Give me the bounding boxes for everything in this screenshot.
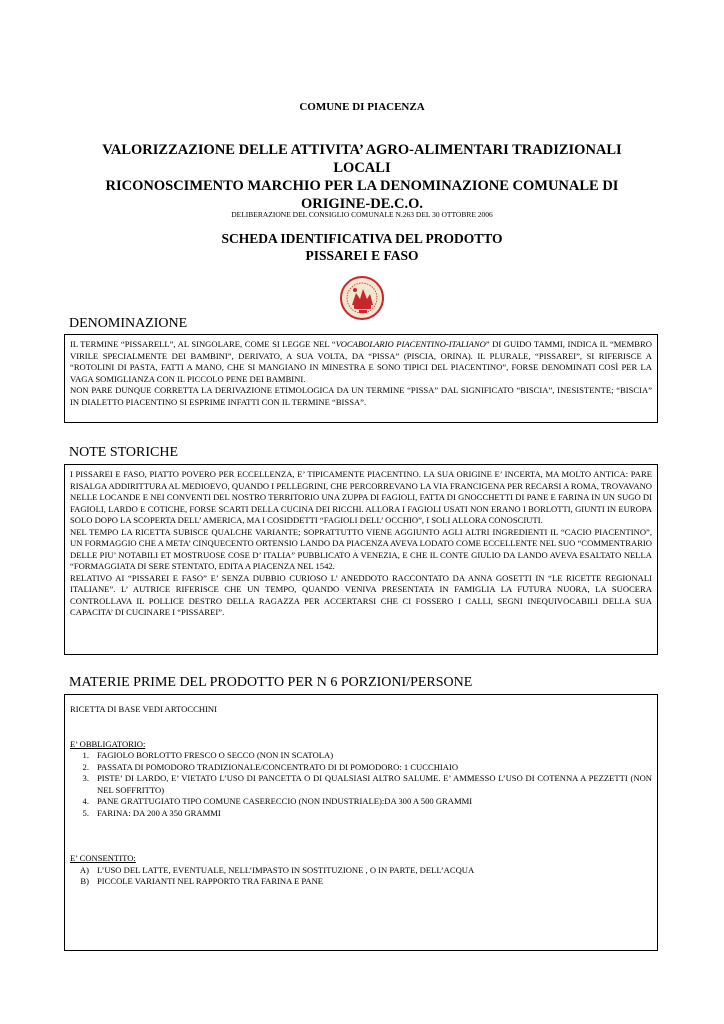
item-number: 4.: [82, 796, 89, 806]
item-text: FAGIOLO BORLOTTO FRESCO O SECCO (NON IN SCATOLA): [97, 750, 334, 760]
list-item: [70, 808, 652, 820]
note-paragraph: I PISSAREI E FASO, PIATTO POVERO PER ECCELLENZA, E’ TIPICAMENTE PIACENTINO. LA SUA ORIGINE E’ INCERTA, MA MOLTO ANTICA: PARE RISALGA ADDIRITTURA AL MEDIOEVO, QUANDO I PELLEGRINI, CHE PERCORREVANO LA VIA FRANCIGENA PER RECARSI A ROMA, TROVAVANO NELLE LOCANDE E NEI CONVENTI DEL NOSTRO TERRITORIO UNA ZUPPA DI FAGIOLI, FATTA DI GNOCCHETTI DI PANE E FARINA IN UN SUGO DI FAGIOLI, LARDO E COTICHE, FORSE SCARTI DELLA CUCINA DEI RICCHI. ALLORA I FAGIOLI USATI NON ERANO I BORLOTTI, GIUNTI IN EUROPA SOLO DOPO LA SCOPERTA DELL’ AMERICA, MA I COSIDDETTI “FAGIOLI DELL’ OCCHIO”, I SOLI ALLORA CONOSCIUTI.: [70, 469, 652, 525]
deliberation-reference: DELIBERAZIONE DEL CONSIGLIO COMUNALE N.263 DEL 30 OTTOBRE 2006: [231, 210, 493, 219]
consentito-list: [70, 865, 652, 888]
note-paragraph: NEL TEMPO LA RICETTA SUBISCE QUALCHE VARIANTE; SOPRATTUTTO VIENE AGGIUNTO AGLI ALTRI INGREDIENTI IL “CACIO PIACENTINO”, UN FORMAGGIO CHE A META’ CINQUECENTO ORTENSIO LANDO DA PIACENZA AVEVA LODATO COME ECCELLENTE NEL SUO “COMMENTRARIO DELLE PIU’ NOTABILI ET MOSTRUOSE COSE D’ ITALIA” PUBBLICATO A VENEZIA, E CHE IL CONTE GIULIO DA LANDO AVEVA ESALTATO NELLA “FORMAGGIATA DI SERE STENTATO, EDITA A PIACENZA NEL 1542.: [70, 526, 652, 571]
list-item: [70, 762, 652, 774]
denominazione-text: IL TERMINE “PISSARELL”, AL SINGOLARE, COME SI LEGGE NEL “: [70, 339, 336, 349]
title-line: LOCALI: [333, 160, 391, 176]
deco-logo-icon: [339, 275, 385, 321]
item-text: PISTE’ DI LARDO, E’ VIETATO L’USO DI PANCETTA O DI QUALSIASI ALTRO SALUME. E’ AMMESSO L’USO DI COTENNA A PEZZETTI (NON NEL SOFFRITTO): [97, 773, 652, 795]
note-paragraph: RELATIVO AI “PISSAREI E FASO” E’ SENZA DUBBIO CURIOSO L’ ANEDDOTO RACCONTATO DA ANNA GOSETTI IN “LE RICETTE REGIONALI ITALIANE”. L’ AUTRICE RIFERISCE CHE UN TEMPO, QUANDO VENIVA PRESENTATA IN FAMIGLIA LA FUTURA NUORA, LA SUOCERA CONTROLLAVA IL POLLICE DESTRO DELLA RAGAZZA PER ACCERTARSI CHE CI FOSSERO I CALLI, SEGNI INEQUIVOCABILI DELLA SUA CAPACITA’ DI CUCINARE I “PISSAREI”.: [70, 572, 652, 617]
list-item: [70, 773, 652, 796]
item-text: FARINA: DA 200 A 350 GRAMMI: [97, 807, 221, 818]
list-item: [70, 750, 652, 762]
note-storiche-heading: NOTE STORICHE: [69, 445, 179, 460]
item-number: 5.: [82, 807, 89, 818]
item-number: 2.: [82, 761, 89, 772]
item-number: 3.: [82, 773, 89, 783]
item-text: L’USO DEL LATTE, EVENTUALE, NELL’IMPASTO IN SOSTITUZIONE , O IN PARTE, DELL’ACQUA: [97, 864, 475, 875]
item-text: PASSATA DI POMODORO TRADIZIONALE/CONCENTRATO DI DI POMODORO: 1 CUCCHIAIO: [97, 761, 459, 772]
list-item: [70, 865, 652, 877]
consentito-label: E’ CONSENTITO:: [70, 853, 136, 863]
materie-prime-heading: MATERIE PRIME DEL PRODOTTO PER N 6 PORZIONI/PERSONE: [69, 675, 473, 690]
materie-prime-box: [64, 694, 658, 951]
obbligatorio-label: E’ OBBLIGATORIO:: [70, 738, 146, 749]
title-line: VALORIZZAZIONE DELLE ATTIVITA’ AGRO-ALIMENTARI TRADIZIONALI: [102, 142, 622, 158]
item-number: 1.: [82, 750, 89, 760]
item-letter: A): [79, 864, 89, 875]
denominazione-paragraph: NON PARE DUNQUE CORRETTA LA DERIVAZIONE ETIMOLOGICA DA UN TERMINE “PISSA” DAL SIGNIFICATO “BISCIA”, INESISTENTE; “BISCIA” IN DIALETTO PIACENTINO SI ESPRIME INFATTI CON IL TERMINE “BISSA”.: [70, 385, 652, 407]
obbligatorio-list: [70, 750, 652, 819]
title-line: RICONOSCIMENTO MARCHIO PER LA DENOMINAZIONE COMUNALE DI: [105, 178, 619, 194]
vocabulary-title: VOCABOLARIO PIACENTINO-ITALIANO: [335, 339, 486, 349]
recipe-intro: RICETTA DI BASE VEDI ARTOCCHINI: [70, 704, 217, 714]
commune-header: COMUNE DI PIACENZA: [299, 101, 425, 113]
product-sheet-heading: [0, 230, 724, 264]
product-name: PISSAREI E FASO: [305, 248, 419, 263]
denominazione-text: ” DI GUIDO TAMMI, INDICA IL “MEMBRO VIRILE SPECIALMENTE DEI BAMBINI”, DERIVATO, A SUA VOLTA, DA “PISSA” (PISCIA, ORINA). IL PLURALE, “PISSAREI”, SI RIFERISCE A “ROTOLINI DI PASTA, FATTI A MANO, CHE SI MANGIANO IN MINESTRA E SONO TIPICI DEL PIACENTINO”, FORSE DENOMINATI COSÌ PER LA VAGA SOMIGLIANZA CON IL PICCOLO PENE DEI BAMBINI.: [70, 339, 652, 384]
denominazione-paragraph: [70, 339, 652, 385]
title-line: ORIGINE-DE.C.O.: [300, 196, 424, 212]
item-text: PANE GRATTUGIATO TIPO COMUNE CASERECCIO (NON INDUSTRIALE):DA 300 A 500 GRAMMI: [97, 796, 473, 806]
sheet-title: SCHEDA IDENTIFICATIVA DEL PRODOTTO: [221, 231, 503, 246]
item-letter: B): [80, 876, 89, 886]
list-item: [70, 876, 652, 888]
document-title: [60, 141, 664, 213]
denominazione-box: [64, 334, 658, 423]
item-text: PICCOLE VARIANTI NEL RAPPORTO TRA FARINA E PANE: [97, 876, 324, 886]
denominazione-heading: DENOMINAZIONE: [69, 316, 188, 331]
note-storiche-box: [64, 464, 658, 655]
list-item: [70, 796, 652, 808]
